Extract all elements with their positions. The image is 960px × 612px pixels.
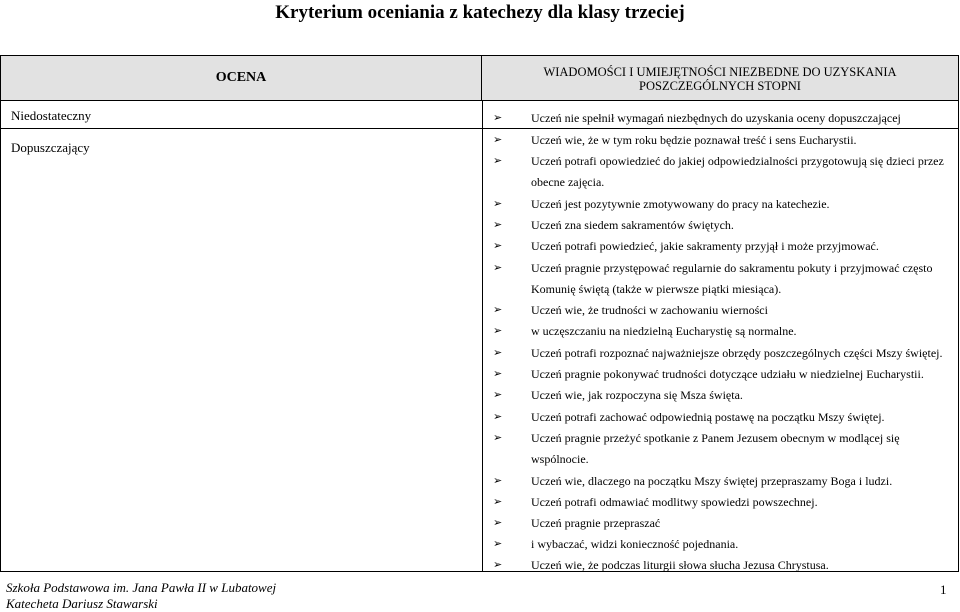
criterion-text: Komunię świętą (także w pierwsze piątki miesiąca). xyxy=(531,282,782,296)
criterion-item xyxy=(531,174,604,190)
criterion-text: Uczeń pragnie przepraszać xyxy=(531,516,661,530)
arrowhead-bullet-icon: ➢ xyxy=(493,388,503,401)
criterion-item xyxy=(493,345,942,361)
grade-dopuszczajacy: Dopuszczający xyxy=(11,140,90,155)
criterion-text: Uczeń potrafi powiedzieć, jakie sakramenty przyjął i może przyjmować. xyxy=(531,239,879,253)
criterion-item xyxy=(493,238,879,254)
criterion-item xyxy=(493,153,944,169)
arrowhead-bullet-icon: ➢ xyxy=(493,218,503,231)
arrowhead-bullet-icon: ➢ xyxy=(493,111,503,124)
arrowhead-bullet-icon: ➢ xyxy=(493,239,503,252)
arrowhead-bullet-icon: ➢ xyxy=(493,495,503,508)
criterion-item xyxy=(493,260,933,276)
criterion-item xyxy=(493,217,734,233)
criterion-text: Uczeń wie, że podczas liturgii słowa słucha Jezusa Chrystusa. xyxy=(531,558,829,572)
row-divider xyxy=(1,128,958,129)
criterion-item xyxy=(531,451,589,467)
criterion-text: Uczeń wie, dlaczego na początku Mszy świętej przepraszamy Boga i ludzi. xyxy=(531,474,893,488)
criterion-item xyxy=(531,281,781,297)
arrowhead-bullet-icon: ➢ xyxy=(493,474,503,487)
criterion-text: obecne zajęcia. xyxy=(531,175,605,189)
arrowhead-bullet-icon: ➢ xyxy=(493,431,503,444)
criterion-item xyxy=(493,515,660,531)
header-ocena: OCENA xyxy=(1,56,482,100)
page-title: Kryterium oceniania z katechezy dla klasy trzeciej xyxy=(275,2,685,23)
criterion-text: w uczęszczaniu na niedzielną Eucharystię są normalne. xyxy=(531,324,797,338)
column-divider xyxy=(482,100,483,571)
arrowhead-bullet-icon: ➢ xyxy=(493,558,503,571)
header-requirements-line1: WIADOMOŚCI I UMIEJĘTNOŚCI NIEZBEDNE DO UZYSKANIA xyxy=(543,65,897,79)
arrowhead-bullet-icon: ➢ xyxy=(493,346,503,359)
arrowhead-bullet-icon: ➢ xyxy=(493,133,503,146)
criterion-item xyxy=(493,132,857,148)
criterion-text: Uczeń wie, że trudności w zachowaniu wierności xyxy=(531,303,768,317)
criterion-text: i wybaczać, widzi konieczność pojednania. xyxy=(531,537,739,551)
criterion-item xyxy=(493,536,738,552)
criterion-item xyxy=(493,196,830,212)
arrowhead-bullet-icon: ➢ xyxy=(493,154,503,167)
criterion-text: Uczeń potrafi opowiedzieć do jakiej odpowiedzialności przygotowują się dzieci przez xyxy=(531,154,944,168)
arrowhead-bullet-icon: ➢ xyxy=(493,303,503,316)
footer-school: Szkoła Podstawowa im. Jana Pawła II w Lubatowej xyxy=(6,580,277,595)
criterion-text: Uczeń pragnie pokonywać trudności dotyczące udziału w niedzielnej Eucharystii. xyxy=(531,367,924,381)
criterion-item xyxy=(493,473,892,489)
criterion-text: Uczeń potrafi odmawiać modlitwy spowiedzi powszechnej. xyxy=(531,495,818,509)
footer-teacher: Katecheta Dariusz Stawarski xyxy=(6,596,158,611)
arrowhead-bullet-icon: ➢ xyxy=(493,410,503,423)
criterion-item xyxy=(493,110,901,126)
criterion-text: Uczeń pragnie przeżyć spotkanie z Panem Jezusem obecnym w modlącej się xyxy=(531,431,900,445)
criterion-item xyxy=(493,302,768,318)
page-number: 1 xyxy=(940,582,947,597)
criterion-text: Uczeń potrafi zachować odpowiednią postawę na początku Mszy świętej. xyxy=(531,410,885,424)
criterion-text: Uczeń pragnie przystępować regularnie do sakramentu pokuty i przyjmować często xyxy=(531,261,933,275)
criterion-text: Uczeń wie, jak rozpoczyna się Msza święta. xyxy=(531,388,743,402)
grade-niedostateczny: Niedostateczny xyxy=(11,108,92,123)
arrowhead-bullet-icon: ➢ xyxy=(493,537,503,550)
criterion-text: Uczeń potrafi rozpoznać najważniejsze obrzędy poszczególnych części Mszy świętej. xyxy=(531,346,943,360)
criterion-item xyxy=(493,409,885,425)
header-requirements-line2: POSZCZEGÓLNYCH STOPNI xyxy=(639,79,801,93)
arrowhead-bullet-icon: ➢ xyxy=(493,324,503,337)
criteria-table xyxy=(0,55,959,572)
criterion-item xyxy=(493,366,924,382)
criterion-text: Uczeń jest pozytywnie zmotywowany do pracy na katechezie. xyxy=(531,197,830,211)
criterion-item xyxy=(493,430,900,446)
criterion-item xyxy=(493,387,743,403)
criterion-item xyxy=(493,323,797,339)
criterion-text: Uczeń wie, że w tym roku będzie poznawał treść i sens Eucharystii. xyxy=(531,133,857,147)
arrowhead-bullet-icon: ➢ xyxy=(493,197,503,210)
footer xyxy=(6,580,276,612)
criterion-text: Uczeń zna siedem sakramentów świętych. xyxy=(531,218,734,232)
arrowhead-bullet-icon: ➢ xyxy=(493,261,503,274)
criterion-item xyxy=(493,494,818,510)
arrowhead-bullet-icon: ➢ xyxy=(493,516,503,529)
criterion-item xyxy=(493,557,829,573)
header-requirements xyxy=(482,56,958,100)
criterion-text: Uczeń nie spełnił wymagań niezbędnych do uzyskania oceny dopuszczającej xyxy=(531,111,901,125)
header-divider xyxy=(1,100,958,101)
arrowhead-bullet-icon: ➢ xyxy=(493,367,503,380)
criterion-text: wspólnocie. xyxy=(531,452,589,466)
